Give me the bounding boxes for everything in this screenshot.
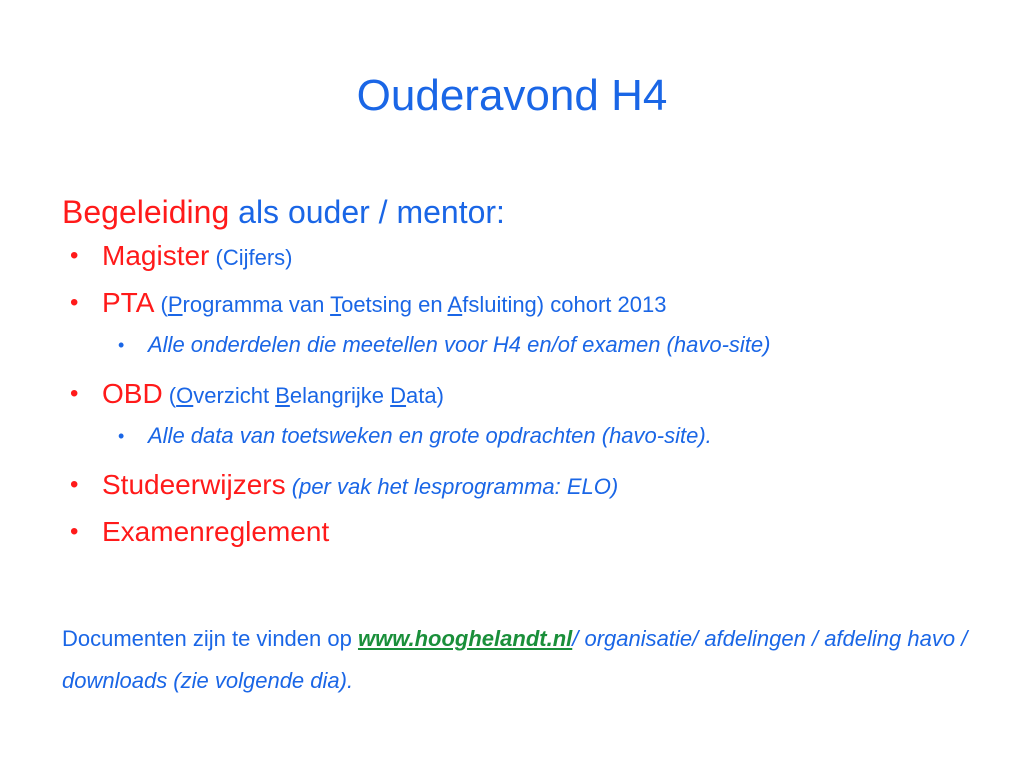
footer-path: / organisatie/ afdelingen / afdeling havo / downloads (zie volgende dia). bbox=[62, 626, 968, 693]
item-label: OBD bbox=[102, 378, 163, 409]
slide-content bbox=[62, 190, 1002, 559]
sub-item-text: Alle onderdelen die meetellen voor H4 en/of examen (havo-site) bbox=[148, 332, 771, 357]
sub-item-obd bbox=[62, 421, 1002, 465]
sub-item-pta bbox=[62, 330, 1002, 374]
item-label: Magister bbox=[102, 240, 210, 271]
footer-prefix: Documenten zijn te vinden op bbox=[62, 626, 358, 651]
heading-rest: als ouder / mentor: bbox=[229, 194, 505, 230]
slide-title: Ouderavond H4 bbox=[356, 71, 668, 120]
list-item-magister bbox=[62, 236, 1002, 283]
item-label: Studeerwijzers bbox=[102, 469, 286, 500]
item-note: (Programma van Toetsing en Afsluiting) cohort 2013 bbox=[154, 292, 667, 317]
bullet-icon: • bbox=[70, 380, 79, 407]
heading-highlight: Begeleiding bbox=[62, 194, 230, 230]
item-label: PTA bbox=[102, 287, 155, 318]
item-label: Examenreglement bbox=[102, 516, 330, 547]
footer-note bbox=[62, 618, 982, 702]
bullet-icon: • bbox=[70, 242, 79, 269]
website-link[interactable]: www.hooghelandt.nl bbox=[357, 626, 573, 651]
item-note: (per vak het lesprogramma: ELO) bbox=[285, 474, 619, 499]
sub-bullet-icon: • bbox=[118, 426, 125, 446]
list-item-studeerwijzers bbox=[62, 465, 1002, 512]
list-item-examenreglement bbox=[62, 512, 1002, 559]
section-heading bbox=[62, 190, 1002, 236]
list-item-pta bbox=[62, 283, 1002, 330]
sub-bullet-icon: • bbox=[118, 335, 125, 355]
list-item-obd bbox=[62, 374, 1002, 421]
bullet-icon: • bbox=[70, 471, 79, 498]
bullet-icon: • bbox=[70, 289, 79, 316]
item-note: (Cijfers) bbox=[209, 245, 293, 270]
bullet-icon: • bbox=[70, 518, 79, 545]
sub-item-text: Alle data van toetsweken en grote opdrachten (havo-site). bbox=[148, 423, 712, 448]
item-note: (Overzicht Belangrijke Data) bbox=[162, 383, 444, 408]
